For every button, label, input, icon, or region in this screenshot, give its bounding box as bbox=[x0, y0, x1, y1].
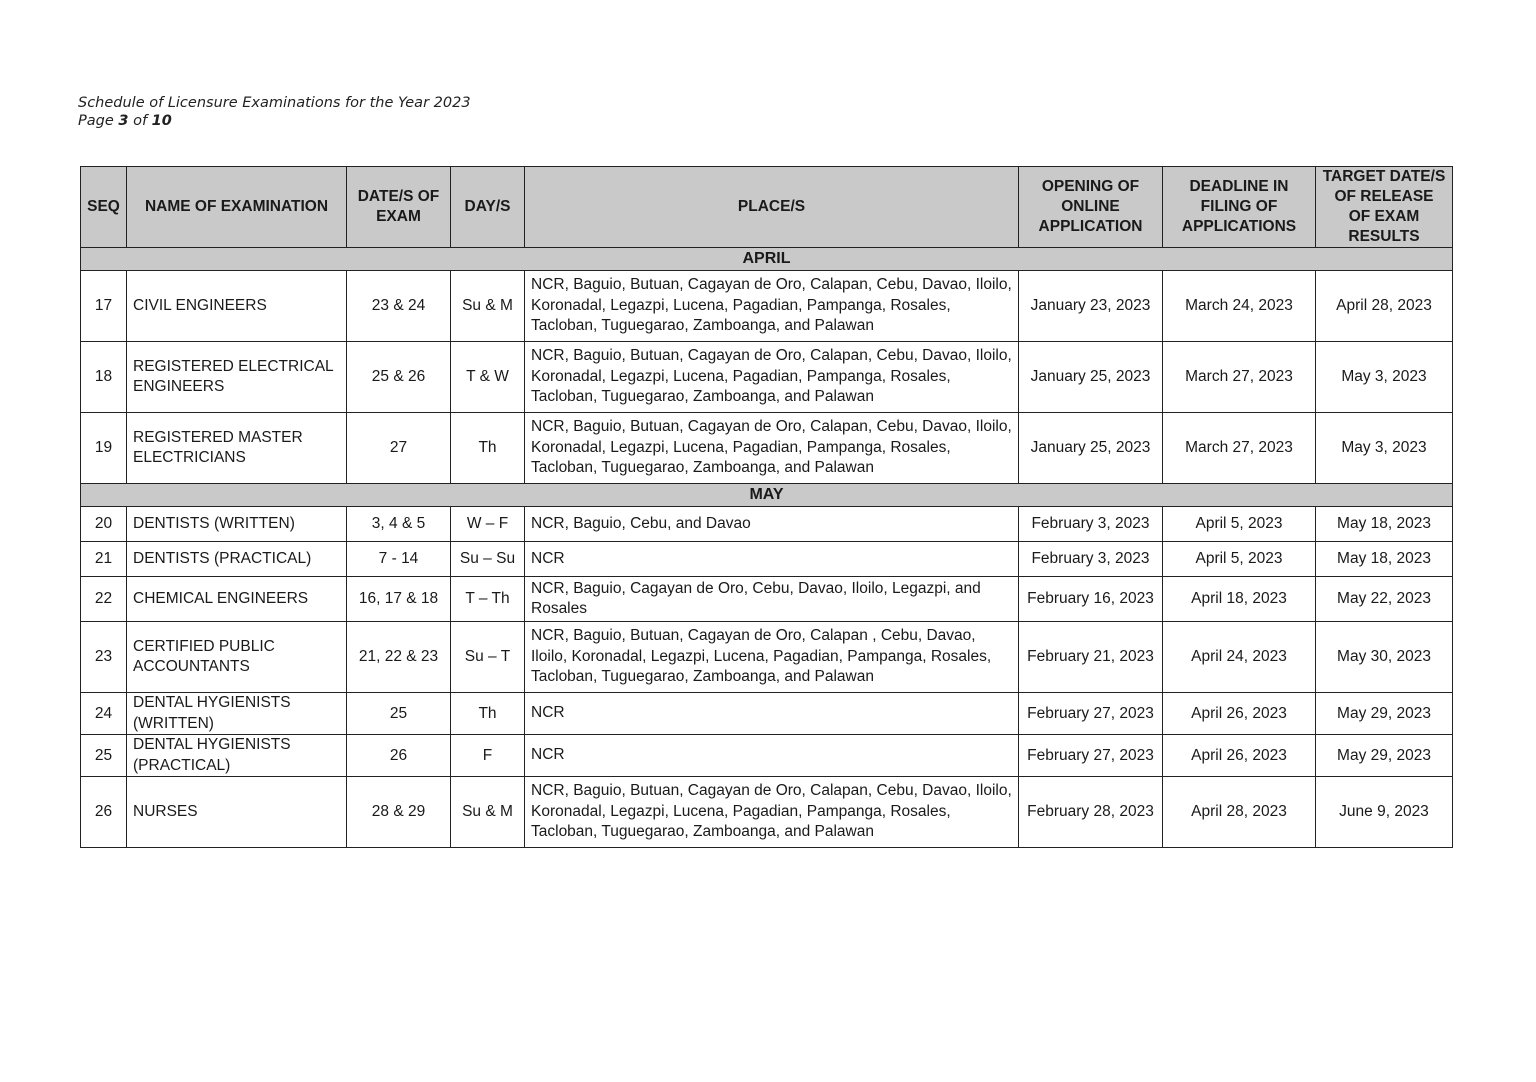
cell-name: DENTAL HYGIENISTS (WRITTEN) bbox=[127, 693, 347, 735]
cell-seq: 23 bbox=[81, 622, 127, 693]
cell-dates: 25 bbox=[347, 693, 451, 735]
cell-dates: 27 bbox=[347, 413, 451, 484]
cell-target: April 28, 2023 bbox=[1316, 271, 1453, 342]
table-row bbox=[81, 342, 1453, 413]
cell-days: Su & M bbox=[451, 271, 525, 342]
cell-name: REGISTERED MASTER ELECTRICIANS bbox=[127, 413, 347, 484]
table-row bbox=[81, 542, 1453, 577]
cell-opening: February 27, 2023 bbox=[1019, 735, 1163, 777]
cell-target: May 22, 2023 bbox=[1316, 577, 1453, 622]
col-header-name: NAME OF EXAMINATION bbox=[127, 167, 347, 248]
cell-target: May 3, 2023 bbox=[1316, 342, 1453, 413]
cell-opening: February 16, 2023 bbox=[1019, 577, 1163, 622]
cell-opening: January 25, 2023 bbox=[1019, 342, 1163, 413]
cell-seq: 24 bbox=[81, 693, 127, 735]
cell-seq: 25 bbox=[81, 735, 127, 777]
page-indicator bbox=[78, 112, 471, 130]
cell-opening: January 25, 2023 bbox=[1019, 413, 1163, 484]
page-prefix: Page bbox=[78, 113, 114, 129]
cell-days: W – F bbox=[451, 507, 525, 542]
col-header-target: TARGET DATE/S OF RELEASE OF EXAM RESULTS bbox=[1316, 167, 1453, 248]
cell-opening: January 23, 2023 bbox=[1019, 271, 1163, 342]
cell-name: DENTISTS (WRITTEN) bbox=[127, 507, 347, 542]
cell-seq: 18 bbox=[81, 342, 127, 413]
col-header-dates: DATE/S OF EXAM bbox=[347, 167, 451, 248]
header-row bbox=[81, 167, 1453, 248]
cell-name: CIVIL ENGINEERS bbox=[127, 271, 347, 342]
table-row bbox=[81, 577, 1453, 622]
col-header-places: PLACE/S bbox=[525, 167, 1019, 248]
page-of: of bbox=[133, 113, 148, 129]
cell-name: CHEMICAL ENGINEERS bbox=[127, 577, 347, 622]
cell-dates: 23 & 24 bbox=[347, 271, 451, 342]
cell-places: NCR, Baguio, Butuan, Cagayan de Oro, Calapan, Cebu, Davao, Iloilo, Koronadal, Legazpi, Lucena, Pagadian, Pampanga, Rosales, Tacloban, Tuguegarao, Zamboanga, and Palawan bbox=[525, 413, 1019, 484]
month-label: APRIL bbox=[81, 248, 1453, 271]
document-header bbox=[78, 94, 471, 130]
cell-days: Th bbox=[451, 693, 525, 735]
cell-deadline: April 28, 2023 bbox=[1163, 777, 1316, 848]
col-header-opening: OPENING OF ONLINE APPLICATION bbox=[1019, 167, 1163, 248]
cell-seq: 19 bbox=[81, 413, 127, 484]
cell-target: May 29, 2023 bbox=[1316, 735, 1453, 777]
cell-deadline: April 26, 2023 bbox=[1163, 693, 1316, 735]
table-row bbox=[81, 735, 1453, 777]
cell-name: REGISTERED ELECTRICAL ENGINEERS bbox=[127, 342, 347, 413]
cell-name: DENTAL HYGIENISTS (PRACTICAL) bbox=[127, 735, 347, 777]
cell-seq: 22 bbox=[81, 577, 127, 622]
cell-name: NURSES bbox=[127, 777, 347, 848]
cell-deadline: April 5, 2023 bbox=[1163, 542, 1316, 577]
cell-places: NCR, Baguio, Butuan, Cagayan de Oro, Calapan, Cebu, Davao, Iloilo, Koronadal, Legazpi, Lucena, Pagadian, Pampanga, Rosales, Tacloban, Tuguegarao, Zamboanga, and Palawan bbox=[525, 342, 1019, 413]
cell-dates: 21, 22 & 23 bbox=[347, 622, 451, 693]
cell-places: NCR, Baguio, Butuan, Cagayan de Oro, Calapan, Cebu, Davao, Iloilo, Koronadal, Legazpi, Lucena, Pagadian, Pampanga, Rosales, Tacloban, Tuguegarao, Zamboanga, and Palawan bbox=[525, 777, 1019, 848]
col-header-seq: SEQ bbox=[81, 167, 127, 248]
cell-days: T – Th bbox=[451, 577, 525, 622]
table-row bbox=[81, 693, 1453, 735]
document-title: Schedule of Licensure Examinations for the Year 2023 bbox=[78, 95, 471, 111]
col-header-deadline: DEADLINE IN FILING OF APPLICATIONS bbox=[1163, 167, 1316, 248]
table-row bbox=[81, 271, 1453, 342]
cell-dates: 7 - 14 bbox=[347, 542, 451, 577]
cell-target: May 3, 2023 bbox=[1316, 413, 1453, 484]
cell-days: Su – Su bbox=[451, 542, 525, 577]
cell-places: NCR bbox=[525, 735, 1019, 777]
cell-deadline: March 24, 2023 bbox=[1163, 271, 1316, 342]
cell-seq: 20 bbox=[81, 507, 127, 542]
cell-opening: February 3, 2023 bbox=[1019, 507, 1163, 542]
cell-places: NCR, Baguio, Butuan, Cagayan de Oro, Calapan, Cebu, Davao, Iloilo, Koronadal, Legazpi, Lucena, Pagadian, Pampanga, Rosales, Tacloban, Tuguegarao, Zamboanga, and Palawan bbox=[525, 271, 1019, 342]
cell-opening: February 21, 2023 bbox=[1019, 622, 1163, 693]
page-total: 10 bbox=[151, 113, 172, 129]
cell-days: T & W bbox=[451, 342, 525, 413]
cell-target: May 18, 2023 bbox=[1316, 542, 1453, 577]
cell-deadline: April 18, 2023 bbox=[1163, 577, 1316, 622]
cell-target: June 9, 2023 bbox=[1316, 777, 1453, 848]
cell-days: F bbox=[451, 735, 525, 777]
page-current: 3 bbox=[118, 113, 129, 129]
cell-deadline: April 5, 2023 bbox=[1163, 507, 1316, 542]
exam-schedule-table bbox=[80, 166, 1453, 848]
cell-seq: 21 bbox=[81, 542, 127, 577]
cell-dates: 26 bbox=[347, 735, 451, 777]
cell-places: NCR, Baguio, Cebu, and Davao bbox=[525, 507, 1019, 542]
cell-places: NCR bbox=[525, 693, 1019, 735]
table-row bbox=[81, 507, 1453, 542]
month-label: MAY bbox=[81, 484, 1453, 507]
cell-days: Su – T bbox=[451, 622, 525, 693]
cell-opening: February 3, 2023 bbox=[1019, 542, 1163, 577]
cell-places: NCR bbox=[525, 542, 1019, 577]
cell-dates: 16, 17 & 18 bbox=[347, 577, 451, 622]
table-row bbox=[81, 622, 1453, 693]
cell-deadline: March 27, 2023 bbox=[1163, 413, 1316, 484]
col-header-days: DAY/S bbox=[451, 167, 525, 248]
cell-name: DENTISTS (PRACTICAL) bbox=[127, 542, 347, 577]
month-row-may bbox=[81, 484, 1453, 507]
cell-days: Su & M bbox=[451, 777, 525, 848]
table-row bbox=[81, 777, 1453, 848]
cell-dates: 28 & 29 bbox=[347, 777, 451, 848]
cell-deadline: April 26, 2023 bbox=[1163, 735, 1316, 777]
cell-seq: 26 bbox=[81, 777, 127, 848]
month-row-april bbox=[81, 248, 1453, 271]
cell-target: May 30, 2023 bbox=[1316, 622, 1453, 693]
cell-opening: February 27, 2023 bbox=[1019, 693, 1163, 735]
cell-target: May 18, 2023 bbox=[1316, 507, 1453, 542]
cell-target: May 29, 2023 bbox=[1316, 693, 1453, 735]
table-row bbox=[81, 413, 1453, 484]
cell-dates: 25 & 26 bbox=[347, 342, 451, 413]
cell-days: Th bbox=[451, 413, 525, 484]
cell-dates: 3, 4 & 5 bbox=[347, 507, 451, 542]
cell-deadline: April 24, 2023 bbox=[1163, 622, 1316, 693]
cell-name: CERTIFIED PUBLIC ACCOUNTANTS bbox=[127, 622, 347, 693]
cell-seq: 17 bbox=[81, 271, 127, 342]
cell-places: NCR, Baguio, Cagayan de Oro, Cebu, Davao, Iloilo, Legazpi, and Rosales bbox=[525, 577, 1019, 622]
cell-places: NCR, Baguio, Butuan, Cagayan de Oro, Calapan , Cebu, Davao, Iloilo, Koronadal, Legazpi, Lucena, Pagadian, Pampanga, Rosales, Tacloban, Tuguegarao, Zamboanga, and Palawan bbox=[525, 622, 1019, 693]
cell-deadline: March 27, 2023 bbox=[1163, 342, 1316, 413]
cell-opening: February 28, 2023 bbox=[1019, 777, 1163, 848]
